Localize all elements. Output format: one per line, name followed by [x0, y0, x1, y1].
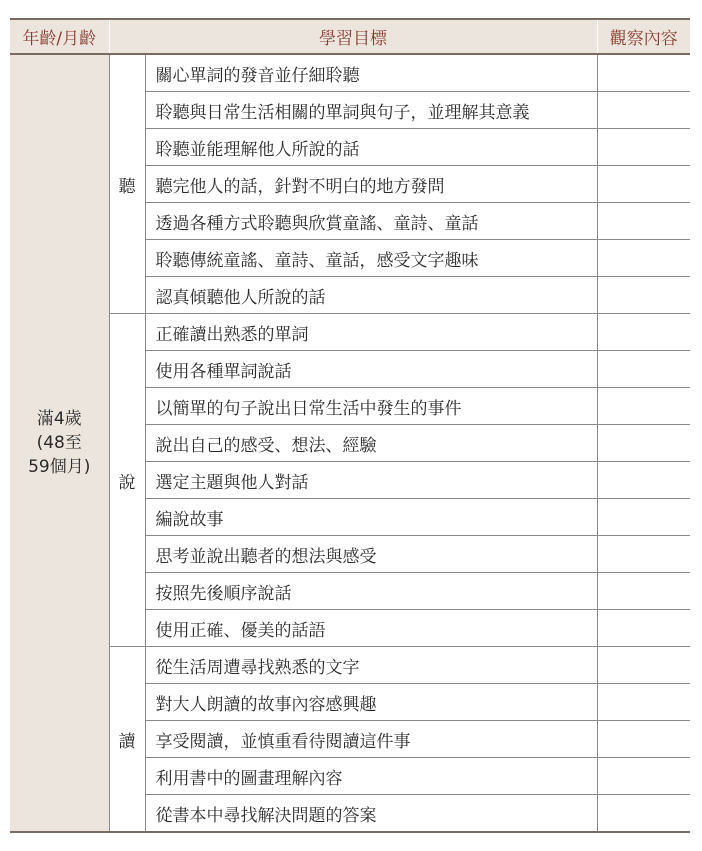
- goal-text: 選定主題與他人對話: [145, 462, 597, 499]
- observation-cell[interactable]: [597, 92, 690, 129]
- goals-table-wrapper: [10, 18, 690, 833]
- observation-cell[interactable]: [597, 425, 690, 462]
- goal-text: 以簡單的句子說出日常生活中發生的事件: [145, 388, 597, 425]
- table-row: [10, 314, 690, 351]
- goal-text: 透過各種方式聆聽與欣賞童謠、童詩、童話: [145, 203, 597, 240]
- goal-text: 聆聽傳統童謠、童詩、童話，感受文字趣味: [145, 240, 597, 277]
- observation-cell[interactable]: [597, 499, 690, 536]
- goal-text: 認真傾聽他人所說的話: [145, 277, 597, 314]
- observation-cell[interactable]: [597, 721, 690, 758]
- observation-cell[interactable]: [597, 277, 690, 314]
- goal-text: 聆聽與日常生活相關的單詞與句子，並理解其意義: [145, 92, 597, 129]
- observation-cell[interactable]: [597, 240, 690, 277]
- observation-cell[interactable]: [597, 758, 690, 795]
- goal-text: 使用正確、優美的話語: [145, 610, 597, 647]
- category-listening: 聽: [109, 54, 145, 314]
- observation-cell[interactable]: [597, 536, 690, 573]
- category-speaking: 說: [109, 314, 145, 647]
- goal-text: 利用書中的圖畫理解內容: [145, 758, 597, 795]
- goal-text: 正確讀出熟悉的單詞: [145, 314, 597, 351]
- category-reading: 讀: [109, 647, 145, 833]
- table-row: [10, 647, 690, 684]
- header-row: [10, 19, 690, 54]
- observation-cell[interactable]: [597, 54, 690, 92]
- observation-cell[interactable]: [597, 166, 690, 203]
- goal-text: 享受閱讀，並慎重看待閱讀這件事: [145, 721, 597, 758]
- observation-cell[interactable]: [597, 647, 690, 684]
- goal-text: 思考並說出聽者的想法與感受: [145, 536, 597, 573]
- observation-cell[interactable]: [597, 684, 690, 721]
- learning-goals-table: [10, 18, 690, 833]
- goal-text: 關心單詞的發音並仔細聆聽: [145, 54, 597, 92]
- goal-text: 聆聽並能理解他人所說的話: [145, 129, 597, 166]
- observation-cell[interactable]: [597, 351, 690, 388]
- observation-cell[interactable]: [597, 388, 690, 425]
- age-range-end: 59個月): [28, 457, 91, 477]
- age-label: 滿4歲: [36, 409, 82, 429]
- observation-cell[interactable]: [597, 462, 690, 499]
- age-cell: [10, 54, 109, 832]
- observation-cell[interactable]: [597, 203, 690, 240]
- goal-text: 使用各種單詞說話: [145, 351, 597, 388]
- observation-cell[interactable]: [597, 573, 690, 610]
- header-observation: 觀察內容: [597, 19, 690, 54]
- goal-text: 編說故事: [145, 499, 597, 536]
- observation-cell[interactable]: [597, 314, 690, 351]
- goal-text: 從生活周遭尋找熟悉的文字: [145, 647, 597, 684]
- observation-cell[interactable]: [597, 129, 690, 166]
- goal-text: 聽完他人的話，針對不明白的地方發問: [145, 166, 597, 203]
- observation-cell[interactable]: [597, 610, 690, 647]
- observation-cell[interactable]: [597, 795, 690, 833]
- header-goal: 學習目標: [109, 19, 597, 54]
- goal-text: 從書本中尋找解決問題的答案: [145, 795, 597, 833]
- age-range-start: (48至: [36, 433, 82, 453]
- goal-text: 對大人朗讀的故事內容感興趣: [145, 684, 597, 721]
- table-row: [10, 54, 690, 92]
- goal-text: 說出自己的感受、想法、經驗: [145, 425, 597, 462]
- header-age: 年齡/月齡: [10, 19, 109, 54]
- goal-text: 按照先後順序說話: [145, 573, 597, 610]
